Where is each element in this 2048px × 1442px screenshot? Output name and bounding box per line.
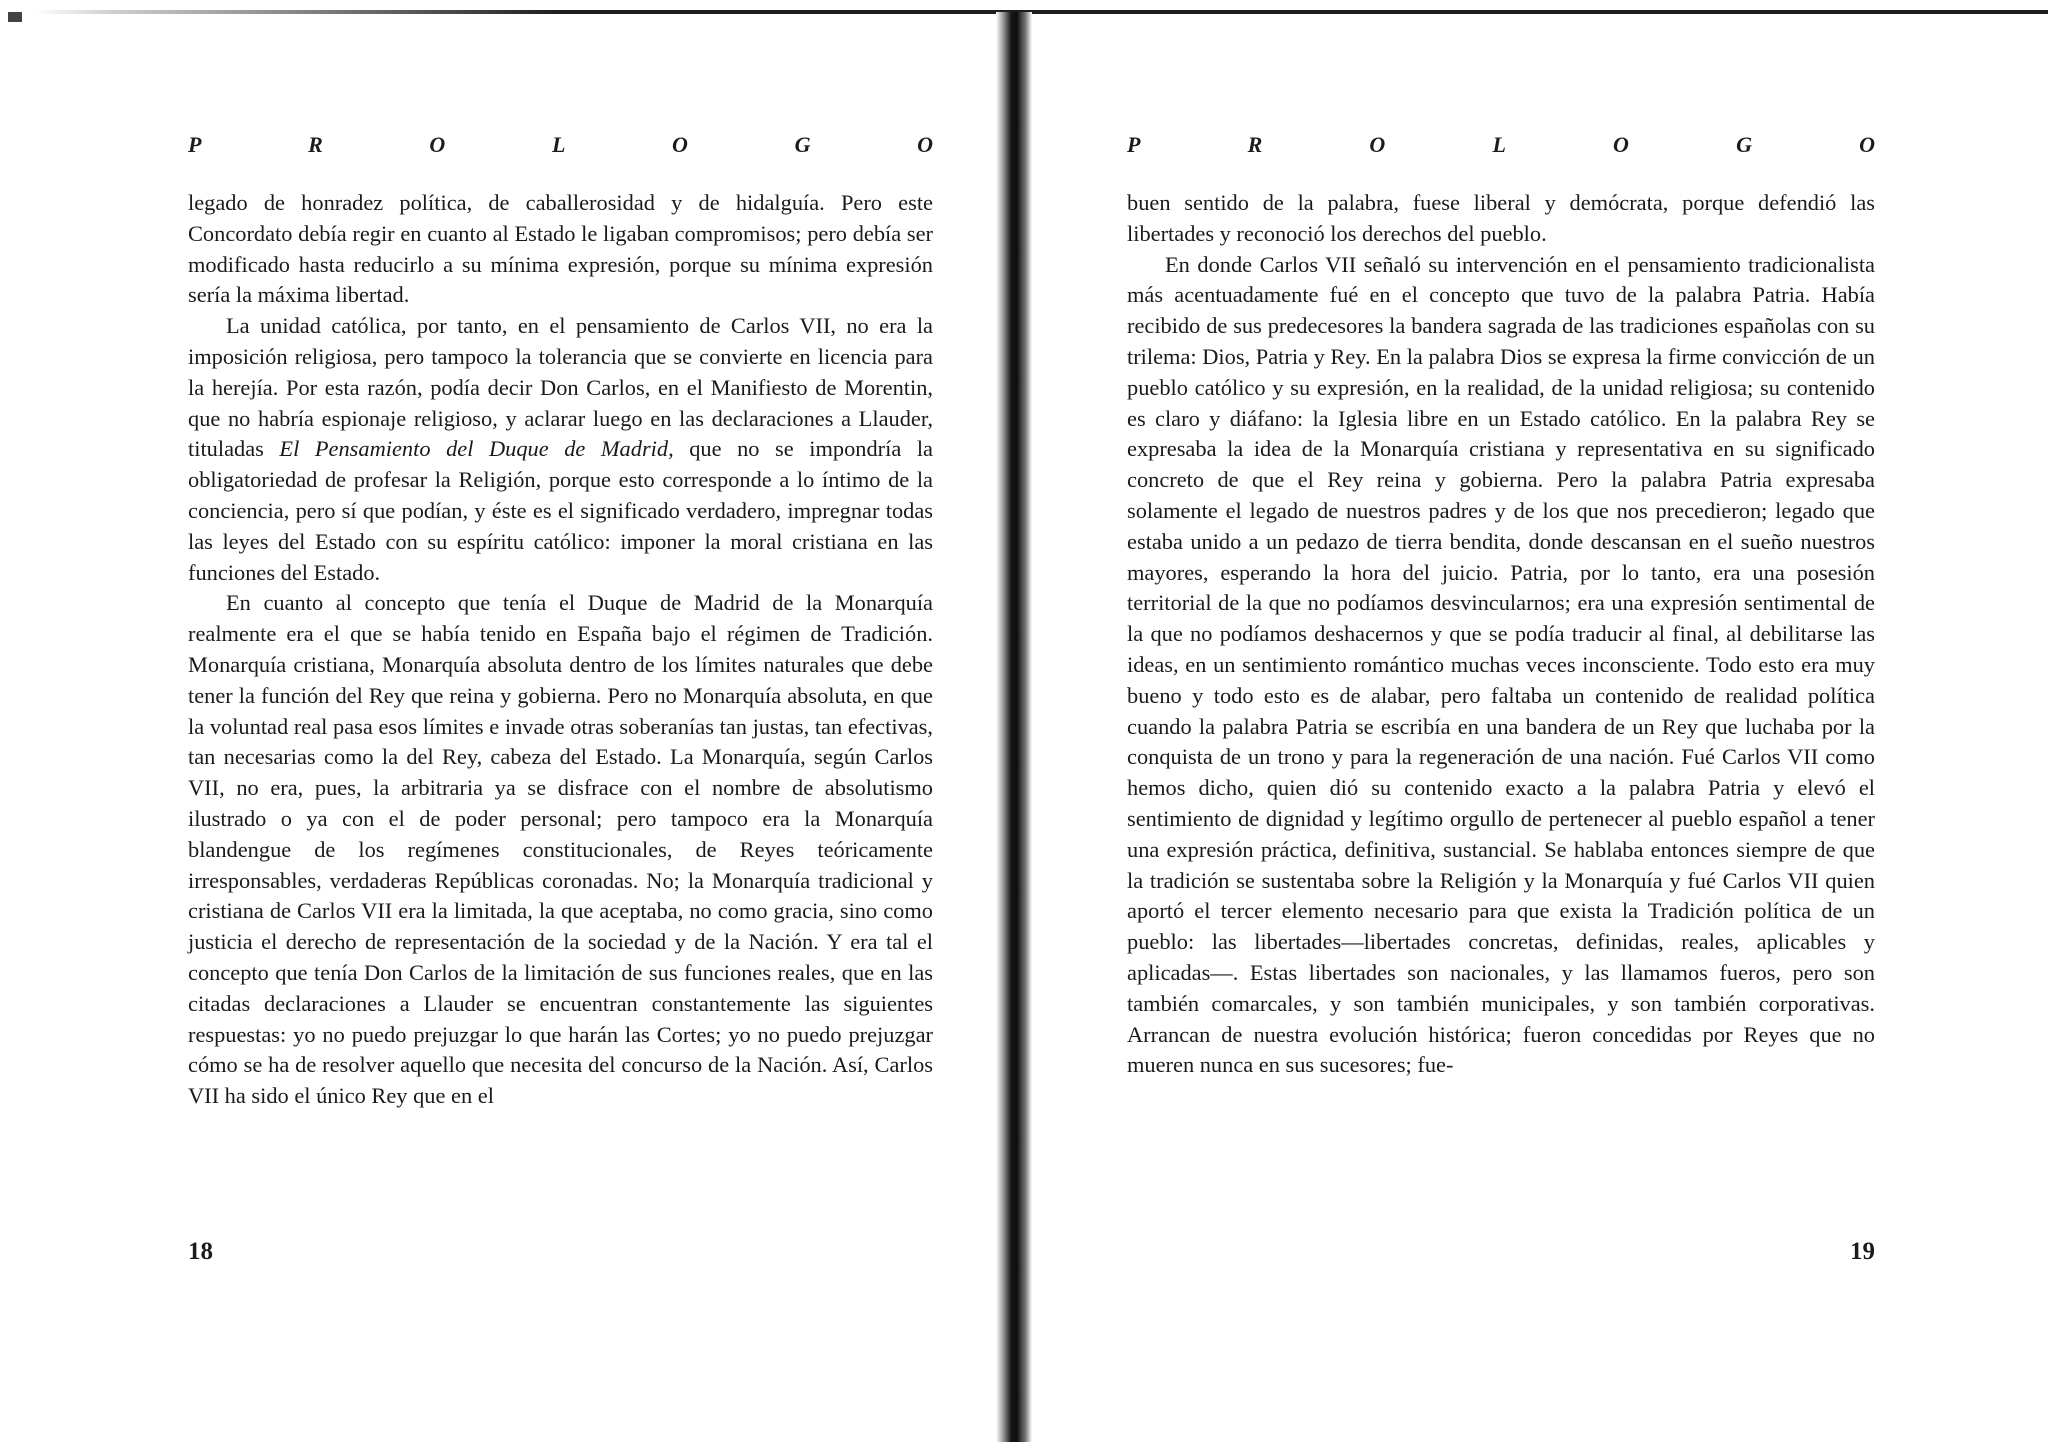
book-gutter-shadow xyxy=(996,12,1032,1442)
paragraph xyxy=(1127,250,1875,1082)
body-text xyxy=(1127,188,1875,1081)
running-heading xyxy=(188,132,933,158)
paragraph-text: La unidad católica, por tanto, en el pensamiento de Carlos VII, no era la imposición religiosa, pero tampoco la tolerancia que se convierte en licencia para la herejía. Por esta razón, podía decir Don Carlos, en el Manifiesto de Morentin, que no habría espionaje religioso, y aclarar luego en las declaraciones a Llauder, tituladas xyxy=(188,313,933,462)
heading-letter: O xyxy=(672,132,688,157)
paragraph-text: En donde Carlos VII señaló su intervención en el pensamiento tradicionalista más acentuadamente fué en el concepto que tuvo de la palabra Patria. Había recibido de sus predecesores la bandera sagrada de las tradiciones españolas con su trilema: Dios, Patria y Rey. En la palabra Dios se expresa la firme convicción de un pueblo católico y su expresión, en la realidad, de la unidad religiosa; su contenido es claro y diáfano: la Iglesia libre en un Estado católico. En la palabra Rey se expresaba la idea de la Monarquía cristiana y representativa en su significado concreto de que el Rey reina y gobierna. Pero la palabra Patria expresaba solamente el legado de nuestros padres y de los que nos precedieron; legado que estaba unido a un pedazo de tierra bendita, donde descansan en el sueño nuestros mayores, esperando la hora del juicio. Patria, por lo tanto, era una posesión territorial de la que no podíamos desvincularnos; era una expresión sentimental de la que no podíamos deshacernos y que se podía traducir al final, al debilitarse las ideas, en un sentimiento romántico muchas veces inconsciente. Todo esto era muy bueno y todo esto es de alabar, pero faltaba un contenido de realidad política cuando la palabra Patria se escribía en una bandera de un Rey que luchaba por la conquista de un trono y para la regeneración de una nación. Fué Carlos VII como hemos dicho, quien dió su contenido exacto a la palabra Patria y elevó el sentimiento de dignidad y legítimo orgullo de pertenecer al pueblo español a tener una expresión práctica, definitiva, sustancial. Se hablaba entonces siempre de que la tradición se sustentaba sobre la Religión y la Monarquía y fué Carlos VII quien aportó el tercer elemento necesario para que exista la Tradición política de un pueblo: las libertades—libertades concretas, definidas, reales, aplicables y aplicadas—. Estas libertades son nacionales, y las llamamos fueros, pero son también comarcales, y son también municipales, y son también corporativas. Arrancan de nuestra evolución histórica; fueron concedidas por Reyes que no mueren nunca en sus sucesores; fue- xyxy=(1127,251,1875,1078)
paragraph xyxy=(188,188,933,311)
heading-letter: O xyxy=(1859,132,1875,157)
page-number: 19 xyxy=(1850,1238,1875,1265)
paragraph-text: legado de honradez política, de caballerosidad y de hidalguía. Pero este Concordato debía regir en cuanto al Estado le ligaban compromisos; pero debía ser modificado hasta reducirlo a su mínima expresión, porque su mínima expresión sería la máxima libertad. xyxy=(188,190,933,308)
page-number: 18 xyxy=(188,1238,213,1265)
running-heading xyxy=(1127,132,1875,158)
paragraph-text: En cuanto al concepto que tenía el Duque de Madrid de la Monarquía realmente era el que se había tenido en España bajo el régimen de Tradición. Monarquía cristiana, Monarquía absoluta dentro de los límites naturales que debe tener la función del Rey que reina y gobierna. Pero no Monarquía absoluta, en que la voluntad real pasa esos límites e invade otras soberanías tan justas, tan efectivas, tan necesarias como la del Rey, cabeza del Estado. La Monarquía, según Carlos VII, no era, pues, la arbitraria ya se disfrace con el nombre de absolutismo ilustrado o ya con el de poder personal; pero tampoco era la Monarquía blandengue de los regímenes constitucionales, de Reyes teóricamente irresponsables, verdaderas Repúblicas coronadas. No; la Monarquía tradicional y cristiana de Carlos VII era la limitada, la que aceptaba, no como gracia, sino como justicia el derecho de representación de la sociedad y de la Nación. Y era tal el concepto que tenía Don Carlos de la limitación de sus funciones reales, que en las citadas declaraciones a Llauder se encuentran constantemente las siguientes respuestas: yo no puedo prejuzgar lo que harán las Cortes; yo no puedo prejuzgar cómo se ha de resolver aquello que necesita del concurso de la Nación. Así, Carlos VII ha sido el único Rey que en el xyxy=(188,590,933,1109)
heading-letter: O xyxy=(429,132,446,157)
paragraph xyxy=(188,588,933,1112)
book-title-italic: El Pensamiento del Duque de Madrid, xyxy=(279,436,674,462)
left-page xyxy=(188,0,933,1442)
scan-corner-mark xyxy=(8,12,22,22)
heading-letter: P xyxy=(1127,132,1141,157)
heading-letter: R xyxy=(308,132,323,157)
paragraph xyxy=(1127,188,1875,250)
heading-letter: R xyxy=(1247,132,1263,157)
paragraph-text: buen sentido de la palabra, fuese liberal y demócrata, porque defendió las libertades y reconoció los derechos del pueblo. xyxy=(1127,190,1875,246)
paragraph xyxy=(188,311,933,588)
heading-letter: G xyxy=(794,132,811,157)
heading-letter: G xyxy=(1736,132,1752,157)
paragraph-text: que no se impondría la obligatoriedad de profesar la Religión, porque esto corresponde a lo íntimo de la conciencia, pero sí que podían, y éste es el significado verdadero, impregnar todas las leyes del Estado con su espíritu católico: imponer la moral cristiana en las funciones del Estado. xyxy=(188,436,933,585)
heading-letter: O xyxy=(1613,132,1629,157)
right-page xyxy=(1127,0,1875,1442)
heading-letter: L xyxy=(1492,132,1506,157)
heading-letter: O xyxy=(917,132,933,157)
body-text xyxy=(188,188,933,1112)
heading-letter: L xyxy=(551,132,566,157)
heading-letter: P xyxy=(188,132,202,157)
heading-letter: O xyxy=(1369,132,1386,157)
